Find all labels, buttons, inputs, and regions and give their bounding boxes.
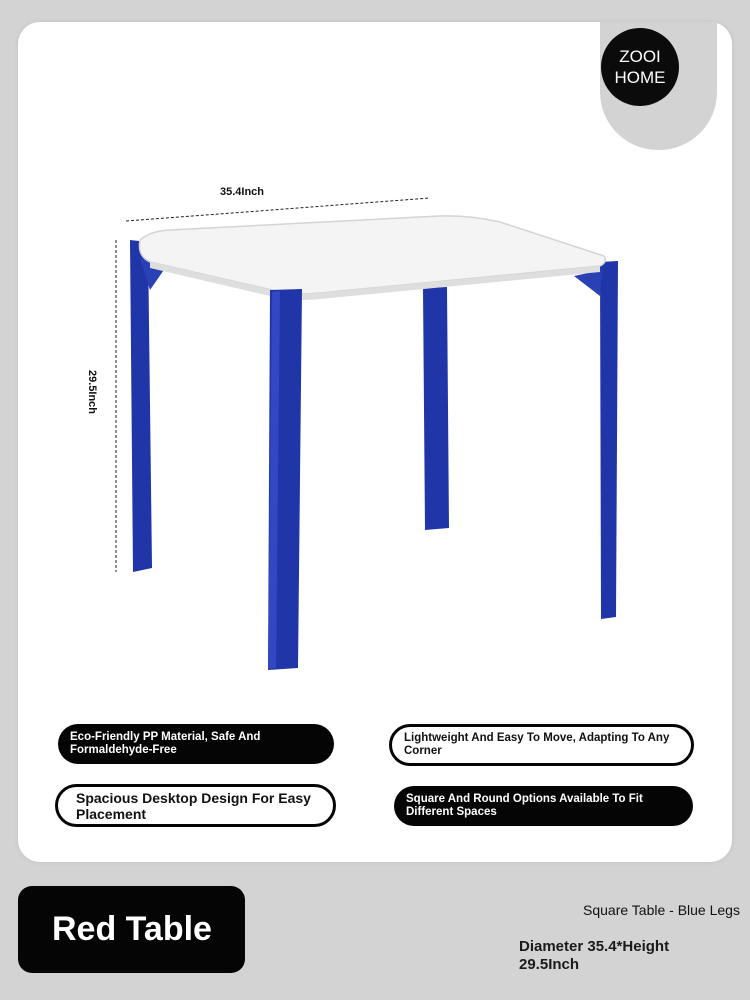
table-leg-back-right <box>423 287 449 530</box>
table-leg-back-left <box>130 240 152 572</box>
table-top <box>139 216 605 294</box>
width-dimension-line <box>126 198 430 221</box>
product-title: Red Table <box>52 910 212 948</box>
feature-pill <box>389 724 694 766</box>
logo-line-2: HOME <box>614 68 666 87</box>
feature-pill <box>55 784 336 827</box>
feature-pill <box>58 724 334 764</box>
height-label: 29.5Inch <box>86 370 98 415</box>
product-specs: Diameter 35.4*Height 29.5Inch <box>519 938 670 973</box>
feature-text: Spacious Desktop Design For Easy Placement <box>76 789 311 822</box>
logo-line-1: ZOOI <box>619 47 661 66</box>
feature-text: Square And Round Options Available To Fit Different Spaces <box>406 793 643 818</box>
feature-text: Lightweight And Easy To Move, Adapting To Any Corner <box>404 732 670 757</box>
product-variant: Square Table - Blue Legs <box>583 902 740 918</box>
product-title-box <box>18 886 245 973</box>
feature-pill <box>394 786 693 826</box>
width-label: 35.4Inch <box>220 186 265 198</box>
feature-text: Eco-Friendly PP Material, Safe And Formaldehyde-Free <box>70 731 261 756</box>
table-leg-front-right <box>600 261 618 619</box>
